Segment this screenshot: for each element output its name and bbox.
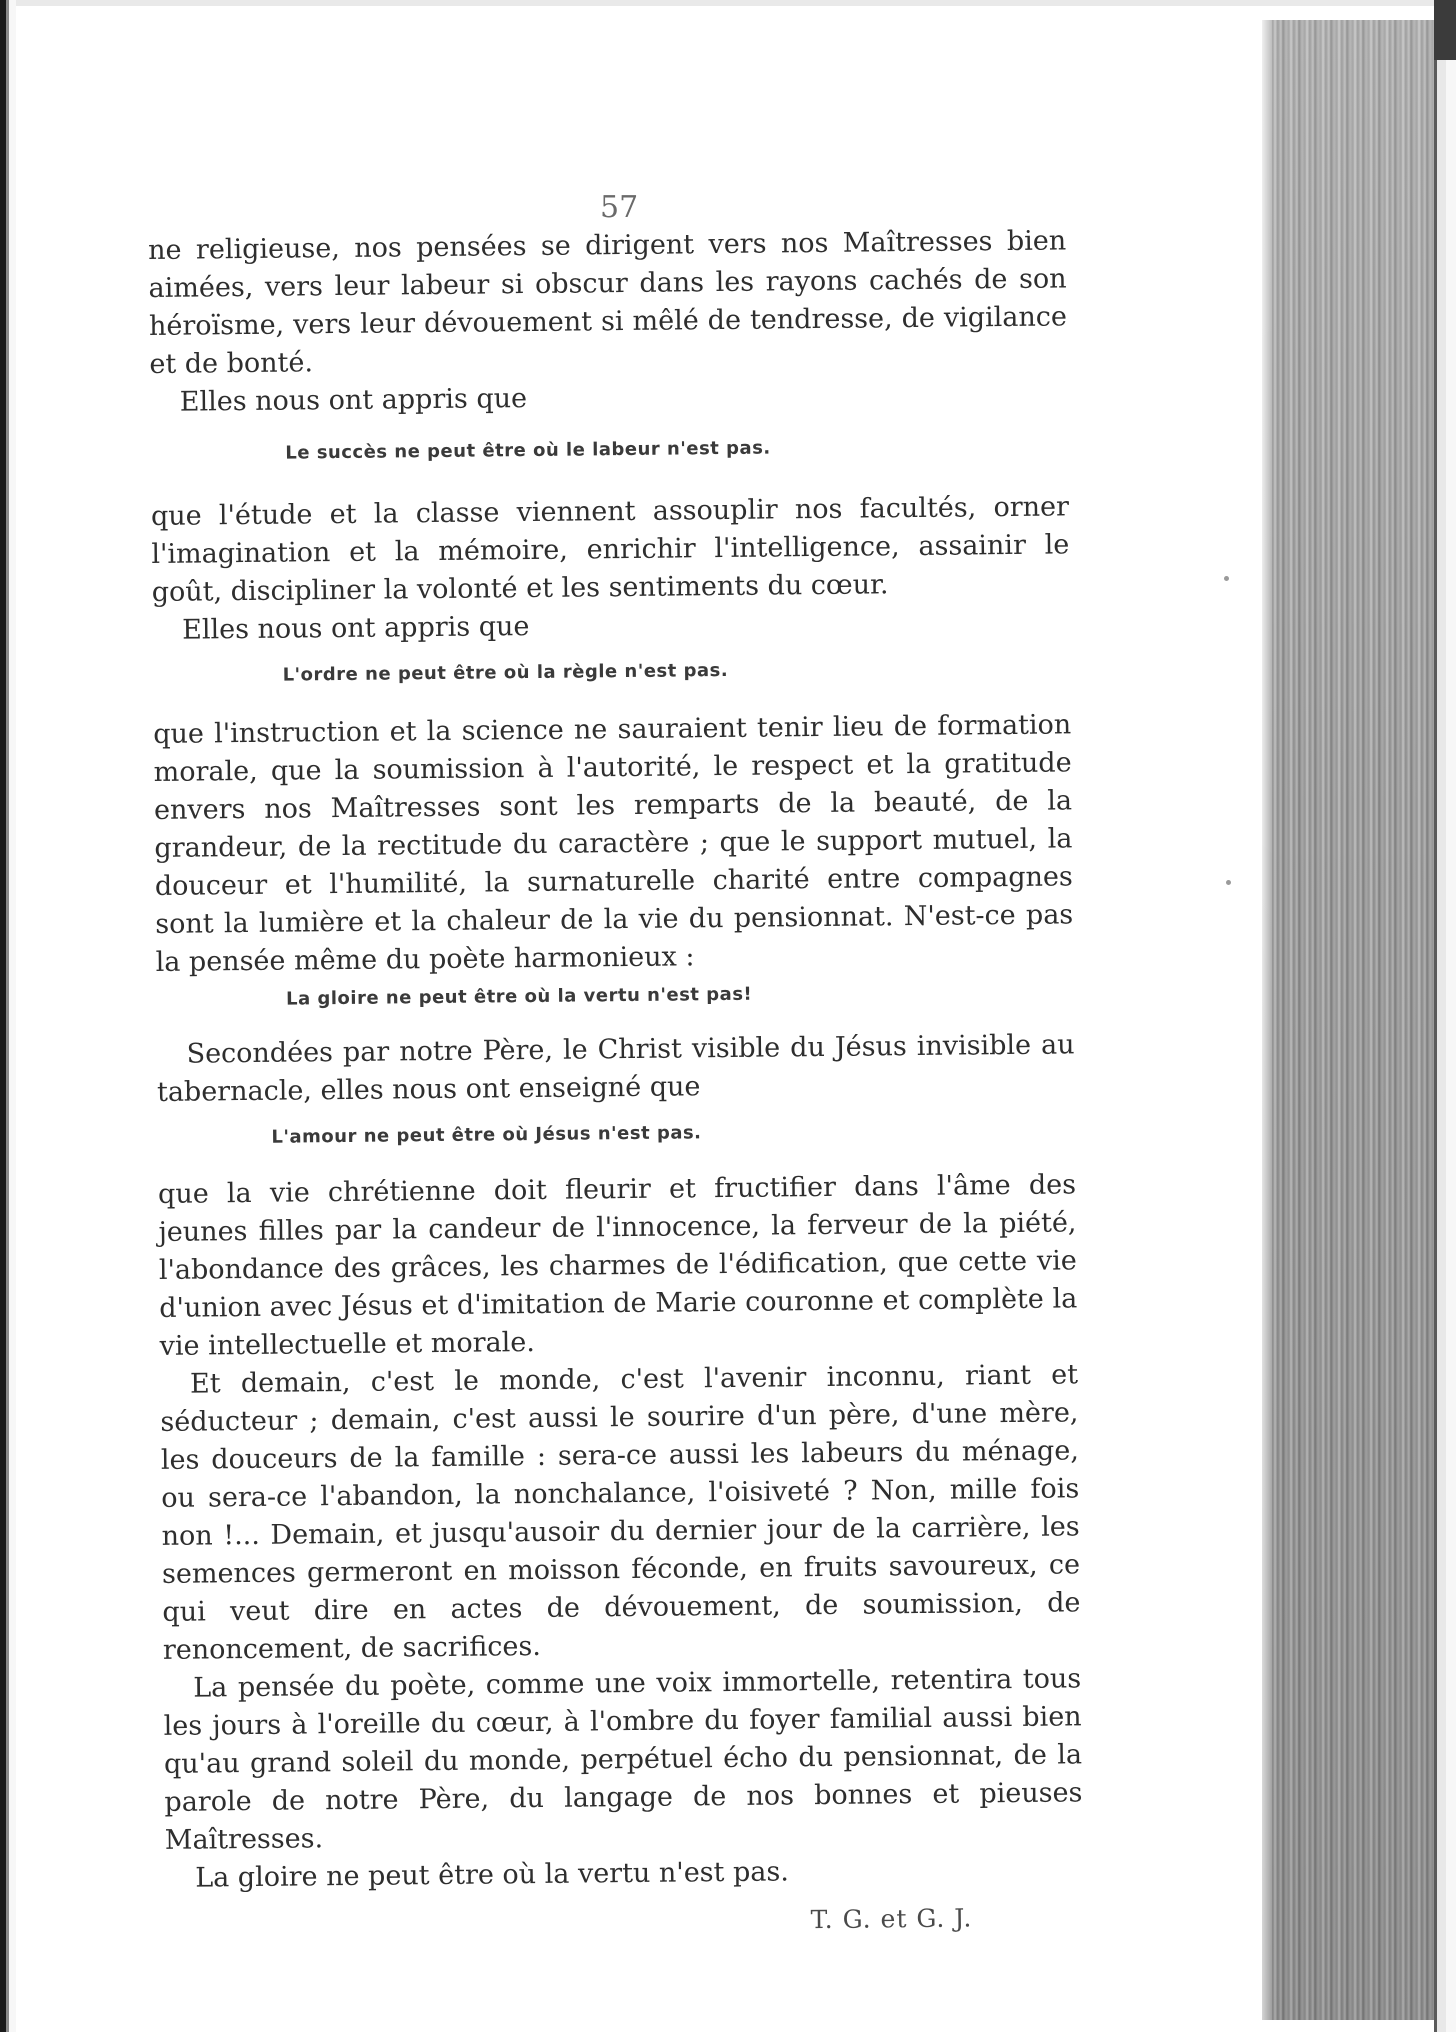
right-margin-strip	[1434, 0, 1456, 2032]
paragraph: que l'instruction et la science ne sauraient tenir lieu de formation morale, que la soumission à l'autorité, le respect et la gratitude envers nos Maîtresses sont les remparts de la beauté, de la grandeur, de la rectitude du caractère ; que le support mutuel, la douceur et l'humilité, la surnaturelle charité entre compagnes sont la lumière et la chaleur de la vie du pensionnat. N'est-ce pas la pensée même du poète harmonieux :	[153, 709, 1074, 978]
page-top-edge	[0, 0, 1456, 6]
paper-speck	[1226, 880, 1231, 885]
page-text	[148, 222, 1084, 1941]
verse-line: L'amour ne peut être où Jésus n'est pas.	[271, 1122, 702, 1148]
paper-speck	[1224, 576, 1229, 581]
paragraph: Secondées par notre Père, le Christ visible du Jésus invisible au tabernacle, elles nous ont enseigné que	[156, 1029, 1075, 1108]
paragraph: que la vie chrétienne doit fleurir et fructifier dans l'âme des jeunes filles par la candeur de l'innocence, la ferveur de la piété, l'abondance des grâces, les charmes de l'édification, que cette vie d'union avec Jésus et d'imitation de Marie couronne et complète la vie intellectuelle et morale.	[157, 1169, 1078, 1362]
right-margin-top-shadow	[1434, 0, 1456, 60]
page-left-edge	[0, 0, 16, 2032]
paragraph: La gloire ne peut être où la vertu n'est pas.	[195, 1856, 789, 1894]
verse-line: La gloire ne peut être où la vertu n'est pas!	[285, 983, 753, 1010]
paragraph: Elles nous ont appris que	[179, 383, 528, 418]
book-page-edges	[1262, 20, 1434, 2020]
paragraph: ne religieuse, nos pensées se dirigent vers nos Maîtresses bien aimées, vers leur labeur si obscur dans les rayons cachés de son héroïsme, vers leur dévouement si mêlé de tendresse, de vigilance et de bonté.	[148, 225, 1068, 380]
paragraph: La pensée du poète, comme une voix immortelle, retentira tous les jours à l'oreille du cœur, à l'ombre du foyer familial aussi bien qu'au grand soleil du monde, perpétuel écho du pensionnat, de la parole de notre Père, du langage de nos bonnes et pieuses Maîtresses.	[163, 1663, 1083, 1856]
paragraph: Et demain, c'est le monde, c'est l'avenir inconnu, riant et séducteur ; demain, c'est aussi le sourire d'un père, d'une mère, les douceurs de la famille : sera-ce aussi les labeurs du ménage, ou sera-ce l'abandon, la nonchalance, l'oisiveté ? Non, mille fois non !... Demain, et jusqu'ausoir du dernier jour de la carrière, les semences germeront en moisson féconde, en fruits savoureux, ce qui veut dire en actes de dévouement, de soumission, de renoncement, de sacrifices.	[160, 1359, 1081, 1666]
page-number: 57	[600, 190, 639, 225]
verse-line: L'ordre ne peut être où la règle n'est pas.	[282, 659, 729, 686]
paragraph: que l'étude et la classe viennent assouplir nos facultés, orner l'imagination et la mémoire, enrichir l'intelligence, assainir le goût, discipliner la volonté et les sentiments du cœur.	[150, 491, 1070, 608]
paragraph: Elles nous ont appris que	[182, 611, 530, 646]
verse-line: Le succès ne peut être où le labeur n'est pas.	[285, 437, 771, 464]
signature: T. G. et G. J.	[810, 1903, 973, 1935]
